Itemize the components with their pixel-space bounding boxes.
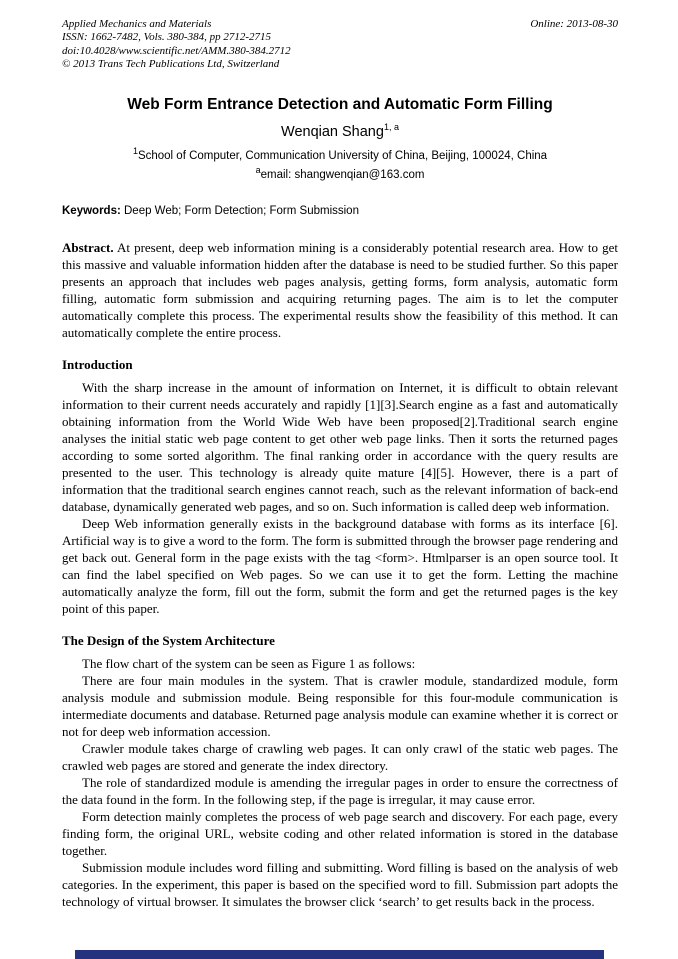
affiliation-line (62, 145, 618, 162)
section-system-architecture (62, 632, 618, 910)
issn-line: ISSN: 1662-7482, Vols. 380-384, pp 2712-2715 (62, 31, 271, 44)
abstract-label: Abstract. (62, 239, 114, 255)
affiliation-text: School of Computer, Communication University of China, Beijing, 100024, China (137, 149, 548, 162)
author-name: Wenqian Shang (281, 123, 384, 140)
title-block (62, 96, 618, 181)
paragraph: The role of standardized module is amending the irregular pages in order to ensure the correctness of the data found in the form. In the following step, if the page is irregular, it may cause error. (62, 774, 618, 807)
paragraph: With the sharp increase in the amount of information on Internet, it is difficult to obtain relevant information to their current needs accurately and rapidly [1][3].Search engine as a fast and automatically obtaining information from the World Wide Web have been proposed[2].Traditional search engine analyses the initial static web page content to get other web page links. Then it sorts the returned pages according to some sorted algorithm. The final ranking order in accordance with the query results are presented to the user. This technology is already quite mature [4][5]. However, there is a part of information that the traditional search engines cannot reach, such as the relevant information of back-end database, dynamically generated web pages, and so on. Such information is called deep web information. (62, 379, 618, 514)
paragraph: Form detection mainly completes the process of web page search and discovery. For each page, every finding form, the original URL, website coding and other related information is stored in the database together. (62, 808, 618, 858)
journal-header (62, 18, 618, 72)
online-date: Online: 2013-08-30 (530, 18, 618, 30)
keywords-text: Deep Web; Form Detection; Form Submission (120, 204, 359, 217)
author-superscript: 1, a (383, 121, 399, 132)
doi-line: doi:10.4028/www.scientific.net/AMM.380-384.2712 (62, 44, 291, 57)
keywords-line (62, 205, 618, 217)
paper-title-text: Web Form Entrance Detection and Automatic Form Filling (127, 95, 553, 113)
paper-title (62, 96, 618, 114)
paragraph: Submission module includes word filling and submitting. Word filling is based on the analysis of web categories. In the experiment, this paper is based on the specified word to fill. Submission part adopts the technology of virtual browser. It simulates the browser click ‘search’ to get results back in the process. (62, 859, 618, 909)
email-superscript: a (255, 164, 261, 175)
paragraph: The flow chart of the system can be seen as Figure 1 as follows: (82, 655, 416, 671)
section-heading-introduction: Introduction (62, 356, 133, 372)
paragraph: Crawler module takes charge of crawling web pages. It can only crawl of the static web pages. The crawled web pages are stored and generate the index directory. (62, 740, 618, 773)
email-line (62, 164, 618, 181)
paragraph: There are four main modules in the system. That is crawler module, standardized module, form analysis module and submission module. Being responsible for this four-module communication is intermediate documents and database. Returned page analysis module can examine whether it is correct or not for deep web information accession. (62, 672, 618, 739)
copyright-line: © 2013 Trans Tech Publications Ltd, Switzerland (62, 58, 280, 71)
footer-bar (75, 950, 604, 959)
journal-name: Applied Mechanics and Materials (62, 18, 212, 30)
email-text: email: shangwenqian@163.com (260, 168, 425, 181)
keywords-label: Keywords: (62, 204, 121, 217)
abstract-paragraph (62, 239, 618, 341)
author-line (62, 121, 618, 140)
section-introduction (62, 356, 618, 617)
affiliation-superscript: 1 (132, 145, 138, 156)
section-heading-design: The Design of the System Architecture (62, 632, 275, 648)
journal-header-left (62, 18, 291, 72)
paragraph: Deep Web information generally exists in the background database with forms as its interface [6]. Artificial way is to give a word to the form. The form is submitted through the browser page rendering and get back out. General form in the page exists with the tag <form>. Htmlparser is an open source tool. It can find the label specified on Web pages. So we can use it to get the form. Letting the machine automatically analyze the form, fill out the form, submit the form and get the returned pages is the key point of this paper. (62, 515, 618, 616)
abstract-text: At present, deep web information mining is a considerably potential research area. How to get this massive and valuable information hidden after the database is need to be studied further. So this paper presents an approach that includes web pages analysis, getting forms, form analysis, automatic form filling, automatic form submission and acquiring returning pages. The aim is to let the computer automatically complete this process. The experimental results show the feasibility of this method. It can automatically complete the entire process. (62, 239, 618, 340)
